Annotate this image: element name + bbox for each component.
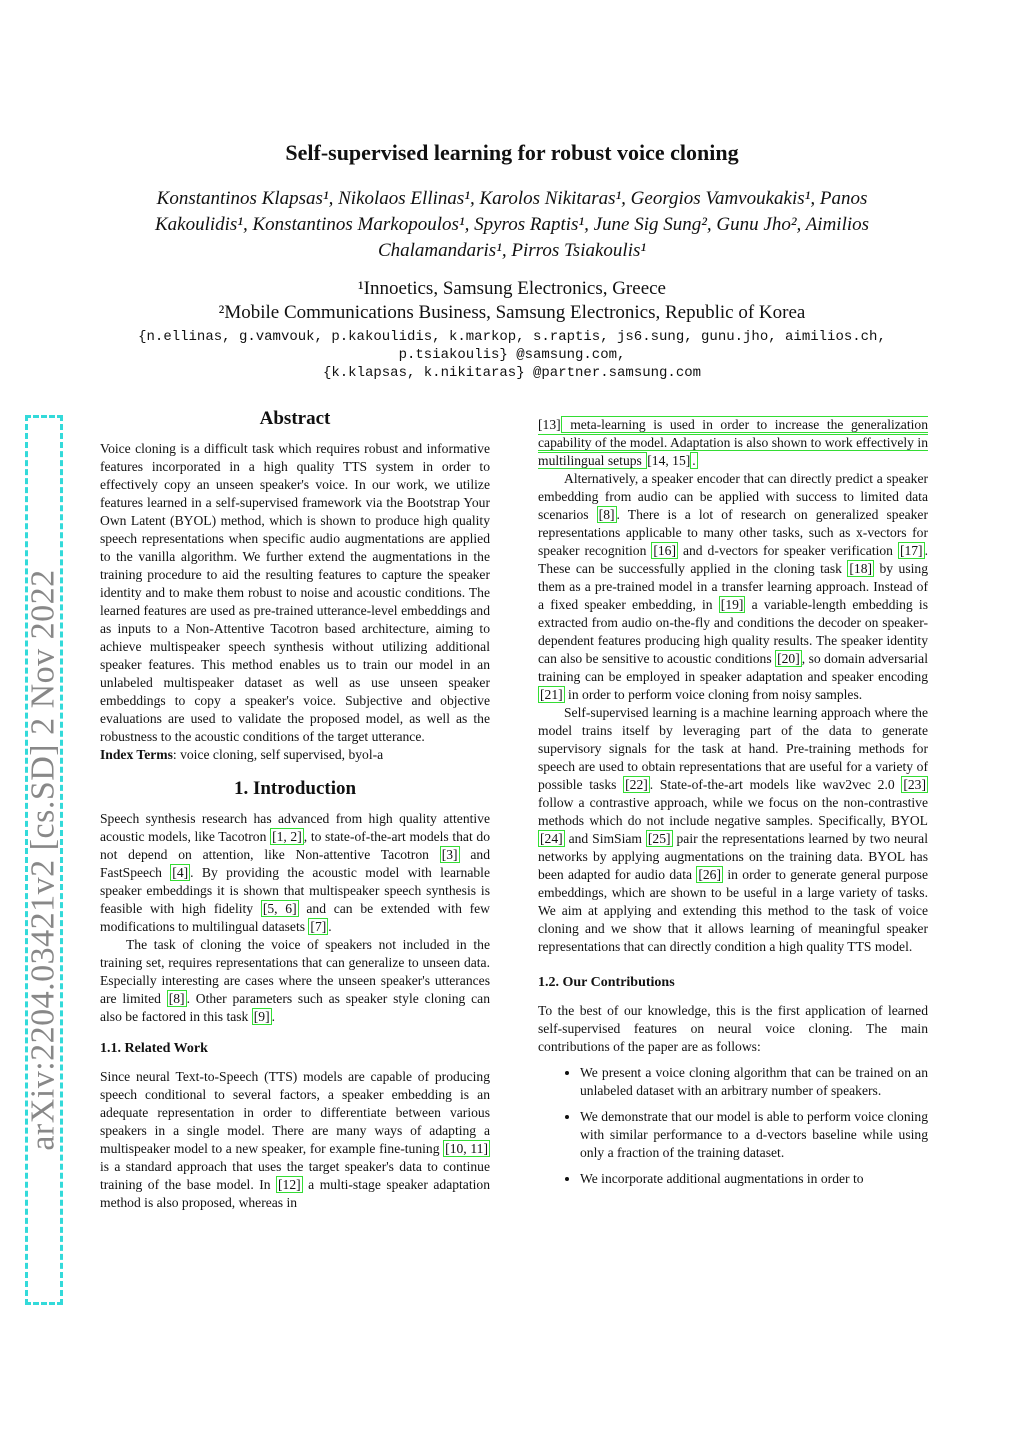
related-paragraph-1a: Since neural Text-to-Speech (TTS) models are capable of producing speech conditional to several factors, a speaker embedding is an adequate representation in order to differentiate between various speakers in a single model. There are many ways of adapting a multispeaker model to a new speaker, for example fine-tuning [10, 11] is a standard approach that uses the target speaker's data to continue training of the base model. In [12] a multi-stage speaker adaptation method is also proposed, whereas in [100,1069,490,1210]
citation-link[interactable]: [7] [310,919,327,934]
author-line: Chalamandaris¹, Pirros Tsiakoulis¹ [377,240,647,261]
contributions-intro: To the best of our knowledge, this is the first application of learned self-supervised features on neural voice cloning. The main contributions of the paper are as follows: [538,1003,928,1054]
paper-title: Self-supervised learning for robust voice cloning [285,140,739,165]
arxiv-stamp-text: arXiv:2204.03421v2 [cs.SD] 2 Nov 2022 [25,569,62,1151]
list-item: • We demonstrate that our model is able to perform voice cloning with similar performance to a d-vectors baseline while using only a fraction of the training dataset. [580,1108,928,1162]
citation-link[interactable]: [19] [720,597,744,612]
affiliation-1: ¹Innoetics, Samsung Electronics, Greece [357,278,666,299]
citation-link[interactable]: [10, 11] [445,1141,488,1156]
citation-link[interactable]: [17] [899,543,923,558]
author-list [100,186,924,264]
affiliations [0,277,1024,325]
author-line: Kakoulidis¹, Konstantinos Markopoulos¹, Spyros Raptis¹, June Sig Sung², Gunu Jho², Aimilios [154,214,870,235]
left-column [100,410,490,1212]
index-terms-label: Index Terms [100,747,173,762]
citation-link[interactable]: [20] [777,651,800,666]
list-item: • We incorporate additional augmentations in order to [580,1170,928,1188]
citation-link[interactable]: [25] [647,831,671,846]
related-paragraph-3: Self-supervised learning is a machine learning approach where the model trains itself by leveraging part of the data to generate supervisory signals for the task at hand. Pre-training methods for speech are used to obtain representations that are useful for a variety of possible tasks [22] . State-of-the-art models like wav2vec 2.0 [23] follow a contrastive approach, while we focus on the non-contrastive methods which do not include negative samples. Specifically, BYOL [24] and SimSiam [25] pair the representations learned by two neural networks by applying augmentations on the training data. BYOL has been adapted for audio data [26] in order to generate general purpose embeddings, which are shown to be useful in a large variety of tasks. We aim at applying and extending this method to the task of voice cloning and we show that it allows learning of meaningful speaker representations that can directly condition a high quality TTS model. [538,705,928,954]
citation-link[interactable]: [8] [168,991,185,1006]
citation-link[interactable]: [26] [698,867,722,882]
email-line: {n.ellinas, g.vamvouk, p.kakoulidis, k.markop, s.raptis, js6.sung, gunu.jho, aimilios.ch, [138,329,886,345]
right-column [538,416,928,1196]
contributions-heading: 1.2. Our Contributions [538,975,675,990]
related-paragraph-1b: [13] meta-learning is used in order to increase the generalization capability of the model. Adaptation is also shown to work effectively in multilingual setups [14, 15] . [538,417,928,468]
citation-link[interactable]: [4] [172,865,189,880]
index-terms-text: : voice cloning, self supervised, byol-a [172,747,384,762]
citation-link[interactable]: [21] [540,687,563,702]
author-line: Konstantinos Klapsas¹, Nikolaos Ellinas¹, Karolos Nikitaras¹, Georgios Vamvoukakis¹, Panos [156,188,868,209]
email-list [0,328,1024,382]
related-paragraph-2: Alternatively, a speaker encoder that can directly predict a speaker embedding from audio can be applied with success to limited data scenarios [8] . There is a lot of research on generalized speaker representations applicable to many other tasks, such as x-vectors for speaker recognition [16] and d-vectors for speaker verification [17] . These can be successfully applied in the cloning task [18] by using them as a pre-trained model in a transfer learning approach. Instead of a fixed speaker embedding, in [19] a variable-length embedding is extracted from audio on-the-fly and conditions the decoder on speaker-dependent features producing high quality results. The speaker identity can also be sensitive to acoustic conditions [20] , so domain adversarial training can be employed in speaker adaptation and speaker encoding [21] in order to perform voice cloning from noisy samples. [538,471,928,702]
list-item: • We present a voice cloning algorithm that can be trained on an unlabeled dataset with an arbitrary number of speakers. [580,1064,928,1100]
citation-link[interactable]: [8] [598,507,615,522]
citation-link[interactable]: [18] [849,561,873,576]
email-line: {k.klapsas, k.nikitaras} @partner.samsung.com [322,365,702,381]
related-work-heading: 1.1. Related Work [100,1041,208,1056]
index-terms [100,746,490,764]
arxiv-stamp [25,415,63,1305]
abstract-text: Voice cloning is a difficult task which requires robust and informative features incorporated in a high quality TTS system in order to effectively copy an unseen speaker's voice. In our work, we utilize features learned in a self-supervised framework via the Bootstrap Your Own Latent (BYOL) method, which is shown to produce high quality speech representations when specific audio augmentations are applied to the vanilla algorithm. We further extend the augmentations in the training procedure to aid the resulting features to capture the speaker identity and to make them robust to noise and acoustic conditions. The learned features are used as pre-trained utterance-level embeddings and as inputs to a Non-Attentive Tacotron based architecture, aiming to achieve multispeaker speech synthesis without utilizing additional speaker features. This method enables us to train our model in an unlabeled multispeaker dataset as well as use unseen speaker embeddings to copy a speaker's voice. Subjective and objective evaluations are used to validate the proposed model, as well as the robustness to the acoustic conditions of the target utterance. [100,441,490,744]
citation-link[interactable]: . [692,453,696,468]
citation-link[interactable]: [16] [653,543,676,558]
abstract-heading: Abstract [259,408,331,429]
intro-paragraph-2: The task of cloning the voice of speakers not included in the training set, requires representations that can generalize to unseen data. Especially interesting are cases where the unseen speaker's utterances are limited [8] . Other parameters such as speaker style cloning can also be factored in this task [9] . [100,937,490,1024]
citation-link[interactable]: [3] [441,847,458,862]
email-line: p.tsiakoulis} @samsung.com, [398,347,626,363]
citation-link[interactable]: [23] [903,777,926,792]
citation-link[interactable]: meta-learning is used in order to increase the generalization capability of the model. Adaptation is also shown to work effectively in multilingual setups [538,417,928,468]
citation-link[interactable]: [22] [625,777,648,792]
citation-link[interactable]: [9] [253,1009,270,1024]
affiliation-2: ²Mobile Communications Business, Samsung Electronics, Republic of Korea [218,302,806,323]
citation-link[interactable]: [5, 6] [262,901,297,916]
citation-link[interactable]: [24] [540,831,563,846]
intro-paragraph-1: Speech synthesis research has advanced from high quality attentive acoustic models, like Tacotron [1, 2] , to state-of-the-art models that do not depend on attention, like Non-attentive Tacotron [3] and FastSpeech [4] . By providing the acoustic model with learnable speaker embeddings it is shown that multispeaker speech synthesis is feasible with high fidelity [5, 6] and can be extended with few modifications to multilingual datasets [7] . [100,811,490,934]
intro-heading: 1. Introduction [233,778,357,799]
citation-link[interactable]: [1, 2] [272,829,302,844]
contributions-list [538,1064,928,1188]
citation-link[interactable]: [12] [278,1177,301,1192]
